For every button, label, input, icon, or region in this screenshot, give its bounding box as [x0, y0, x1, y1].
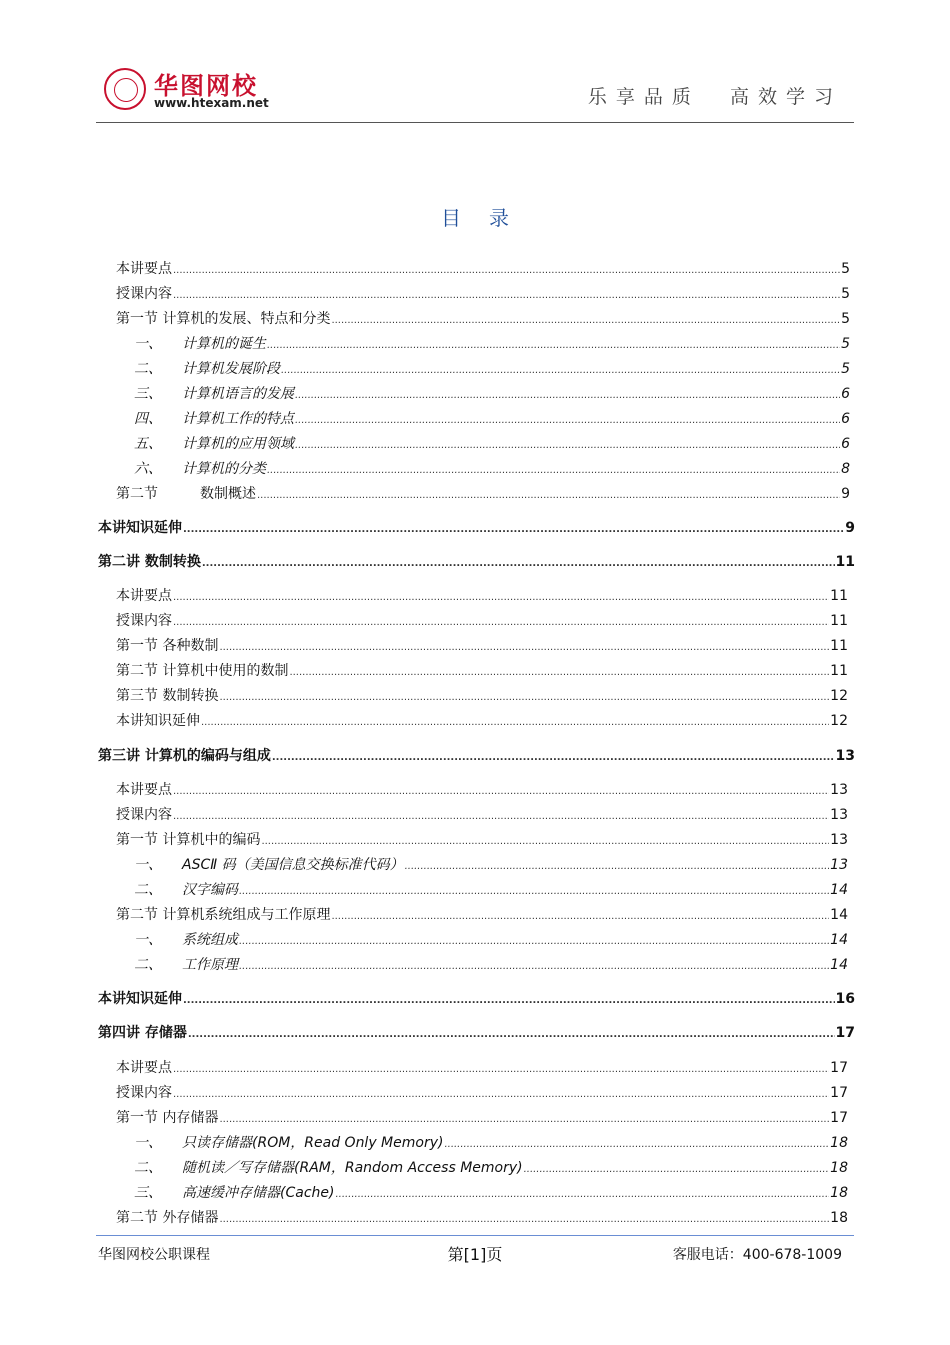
toc-entry-label: 第二讲 数制转换 — [98, 554, 201, 570]
toc-entry-label: 本讲知识延伸 — [98, 520, 182, 536]
toc-entry-label: 只读存储器(ROM，Read Only Memory) — [182, 1135, 444, 1151]
toc-entry-page: 18 — [830, 1210, 848, 1226]
toc-entry-label: 第三讲 计算机的编码与组成 — [98, 748, 271, 764]
toc-entry-label: 计算机发展阶段 — [182, 361, 280, 377]
toc-leader-dots — [335, 1185, 829, 1201]
toc-entry[interactable] — [98, 745, 855, 765]
toc-entry-label: 随机读／写存储器(RAM，Random Access Memory) — [182, 1160, 523, 1176]
toc-leader-dots — [289, 663, 829, 679]
toc-entry[interactable] — [116, 610, 848, 630]
toc-entry-number: 二、 — [134, 882, 162, 898]
toc-leader-dots — [173, 807, 829, 823]
toc-entry-number: 五、 — [134, 436, 162, 452]
toc-entry-label: 第一节 计算机中的编码 — [116, 832, 261, 848]
toc-entry-number: 二、 — [134, 361, 162, 377]
toc-leader-dots — [183, 520, 844, 536]
toc-entry[interactable] — [134, 879, 848, 899]
toc-entry[interactable] — [116, 483, 850, 503]
toc-entry[interactable] — [134, 854, 848, 874]
toc-entry-number: 第二节 — [116, 486, 158, 502]
toc-entry-label: 汉字编码 — [182, 882, 238, 898]
toc-entry[interactable] — [134, 1132, 848, 1152]
toc-leader-dots — [173, 286, 840, 302]
toc-entry-label: 系统组成 — [182, 932, 238, 948]
toc-entry[interactable] — [116, 829, 848, 849]
toc-entry-label: 本讲要点 — [116, 1060, 172, 1076]
toc-leader-dots — [173, 613, 829, 629]
toc-entry[interactable] — [134, 433, 850, 453]
toc-entry-number: 三、 — [134, 1185, 162, 1201]
toc-entry[interactable] — [98, 988, 855, 1008]
toc-leader-dots — [524, 1160, 830, 1176]
slogan: 乐享品质 高效学习 — [587, 86, 842, 108]
toc-leader-dots — [444, 1135, 829, 1151]
toc-entry[interactable] — [134, 1182, 848, 1202]
toc-entry-number: 二、 — [134, 957, 162, 973]
toc-entry-page: 13 — [830, 807, 848, 823]
toc-leader-dots — [173, 1060, 829, 1076]
toc-leader-dots — [183, 991, 835, 1007]
toc-leader-dots — [261, 832, 829, 848]
toc-entry-page: 17 — [830, 1085, 848, 1101]
toc-entry-number: 一、 — [134, 1135, 162, 1151]
toc-entry[interactable] — [116, 904, 848, 924]
toc-entry-label: 第二节 计算机系统组成与工作原理 — [116, 907, 331, 923]
toc-entry-page: 9 — [841, 486, 850, 502]
toc-entry-label: 数制概述 — [200, 486, 256, 502]
toc-entry-label: 授课内容 — [116, 1085, 172, 1101]
toc-entry-page: 6 — [841, 436, 850, 452]
footer-divider — [96, 1235, 854, 1236]
toc-entry[interactable] — [116, 585, 848, 605]
toc-leader-dots — [331, 311, 840, 327]
toc-entry-number: 一、 — [134, 932, 162, 948]
toc-leader-dots — [405, 857, 830, 873]
toc-entry[interactable] — [98, 1022, 855, 1042]
toc-entry-page: 8 — [841, 461, 850, 477]
toc-leader-dots — [188, 1025, 835, 1041]
toc-leader-dots — [295, 411, 840, 427]
toc-leader-dots — [267, 336, 840, 352]
toc-entry[interactable] — [134, 458, 850, 478]
toc-entry-label: 第三节 数制转换 — [116, 688, 219, 704]
toc-entry-page: 11 — [830, 613, 848, 629]
toc-entry-page: 11 — [830, 638, 848, 654]
toc-entry-page: 17 — [835, 1025, 855, 1041]
toc-entry-number: 六、 — [134, 461, 162, 477]
toc-entry-page: 5 — [841, 261, 850, 277]
toc-entry-page: 17 — [830, 1110, 848, 1126]
footer-phone: 客服电话：400-678-1009 — [672, 1247, 842, 1263]
toc-leader-dots — [257, 486, 840, 502]
toc-entry[interactable] — [116, 1057, 848, 1077]
toc-entry-label: ASCⅡ 码（美国信息交换标准代码） — [182, 857, 404, 873]
toc-leader-dots — [239, 932, 829, 948]
toc-entry-page: 14 — [830, 957, 848, 973]
toc-entry-page: 14 — [830, 907, 848, 923]
toc-entry-label: 本讲知识延伸 — [116, 713, 200, 729]
toc-entry[interactable] — [116, 635, 848, 655]
toc-entry-label: 计算机的分类 — [182, 461, 266, 477]
toc-entry[interactable] — [116, 779, 848, 799]
toc-entry[interactable] — [116, 1107, 848, 1127]
toc-entry[interactable] — [134, 954, 848, 974]
toc-entry-page: 14 — [830, 882, 848, 898]
toc-entry[interactable] — [98, 551, 855, 571]
toc-leader-dots — [201, 713, 829, 729]
toc-leader-dots — [219, 638, 829, 654]
toc-entry-page: 18 — [830, 1160, 848, 1176]
toc-entry-label: 计算机的应用领域 — [182, 436, 294, 452]
toc-entry-label: 授课内容 — [116, 613, 172, 629]
toc-entry-label: 计算机的诞生 — [182, 336, 266, 352]
toc-entry-page: 6 — [841, 411, 850, 427]
toc-entry-label: 第一节 各种数制 — [116, 638, 219, 654]
toc-leader-dots — [331, 907, 829, 923]
toc-entry[interactable] — [134, 358, 850, 378]
toc-entry-page: 5 — [841, 286, 850, 302]
toc-leader-dots — [295, 386, 840, 402]
toc-entry-label: 第二节 外存储器 — [116, 1210, 219, 1226]
toc-entry[interactable] — [116, 804, 848, 824]
toc-entry-page: 11 — [830, 588, 848, 604]
toc-entry-label: 本讲要点 — [116, 782, 172, 798]
toc-entry-page: 13 — [835, 748, 855, 764]
toc-entry-page: 5 — [841, 336, 850, 352]
toc-entry[interactable] — [116, 685, 848, 705]
toc-entry-page: 13 — [830, 832, 848, 848]
toc-entry-label: 第四讲 存储器 — [98, 1025, 187, 1041]
toc-entry-page: 6 — [841, 386, 850, 402]
toc-leader-dots — [239, 882, 829, 898]
toc-entry-page: 11 — [835, 554, 855, 570]
toc-leader-dots — [173, 1085, 829, 1101]
toc-entry[interactable] — [98, 517, 855, 537]
toc-leader-dots — [173, 261, 840, 277]
toc-entry[interactable] — [116, 283, 850, 303]
toc-entry-page: 17 — [830, 1060, 848, 1076]
toc-entry-page: 16 — [835, 991, 855, 1007]
page-header — [96, 60, 854, 123]
toc-entry-number: 一、 — [134, 857, 162, 873]
toc-entry-label: 本讲要点 — [116, 261, 172, 277]
footer-page-number: 第[1]页 — [447, 1245, 503, 1264]
toc-entry-page: 13 — [830, 857, 848, 873]
toc-entry-label: 本讲知识延伸 — [98, 991, 182, 1007]
toc-leader-dots — [281, 361, 840, 377]
toc-entry-page: 5 — [841, 311, 850, 327]
toc-entry-page: 18 — [830, 1185, 848, 1201]
footer-course-name: 华图网校公职课程 — [98, 1247, 210, 1263]
toc-entry-page: 12 — [830, 688, 848, 704]
toc-entry-number: 四、 — [134, 411, 162, 427]
toc-entry-label: 工作原理 — [182, 957, 238, 973]
toc-entry-label: 第二节 计算机中使用的数制 — [116, 663, 289, 679]
toc-entry[interactable] — [116, 1082, 848, 1102]
toc-entry-label: 本讲要点 — [116, 588, 172, 604]
brand-name: 华图网校 — [154, 72, 258, 100]
toc-entry[interactable] — [116, 710, 848, 730]
toc-entry[interactable] — [134, 333, 850, 353]
toc-leader-dots — [295, 436, 840, 452]
toc-entry-page: 18 — [830, 1135, 848, 1151]
toc-entry[interactable] — [134, 383, 850, 403]
toc-entry[interactable] — [134, 408, 850, 428]
toc-entry-number: 一、 — [134, 336, 162, 352]
toc-entry-label: 高速缓冲存储器(Cache) — [182, 1185, 335, 1201]
toc-leader-dots — [202, 554, 835, 570]
toc-entry[interactable] — [116, 1207, 848, 1227]
toc-entry-page: 13 — [830, 782, 848, 798]
brand-url: www.htexam.net — [154, 96, 269, 110]
toc-title: 目录 — [441, 206, 537, 230]
toc-entry-page: 11 — [830, 663, 848, 679]
toc-entry-number: 二、 — [134, 1160, 162, 1176]
huatu-seal-logo — [104, 68, 146, 110]
toc-entry-page: 12 — [830, 713, 848, 729]
toc-leader-dots — [272, 748, 835, 764]
toc-leader-dots — [219, 1210, 829, 1226]
toc-entry-number: 三、 — [134, 386, 162, 402]
toc-entry[interactable] — [116, 308, 850, 328]
toc-entry[interactable] — [116, 660, 848, 680]
toc-entry-page: 5 — [841, 361, 850, 377]
toc-entry-label: 计算机工作的特点 — [182, 411, 294, 427]
toc-entry-label: 计算机语言的发展 — [182, 386, 294, 402]
toc-entry-label: 第一节 内存储器 — [116, 1110, 219, 1126]
toc-entry-page: 14 — [830, 932, 848, 948]
toc-entry[interactable] — [134, 1157, 848, 1177]
toc-entry[interactable] — [134, 929, 848, 949]
toc-leader-dots — [173, 782, 829, 798]
toc-entry-label: 第一节 计算机的发展、特点和分类 — [116, 311, 331, 327]
toc-entry-label: 授课内容 — [116, 807, 172, 823]
toc-leader-dots — [219, 688, 829, 704]
toc-entry[interactable] — [116, 258, 850, 278]
toc-leader-dots — [267, 461, 840, 477]
toc-entry-page: 9 — [845, 520, 855, 536]
toc-leader-dots — [173, 588, 829, 604]
toc-leader-dots — [239, 957, 829, 973]
toc-entry-label: 授课内容 — [116, 286, 172, 302]
toc-leader-dots — [219, 1110, 829, 1126]
